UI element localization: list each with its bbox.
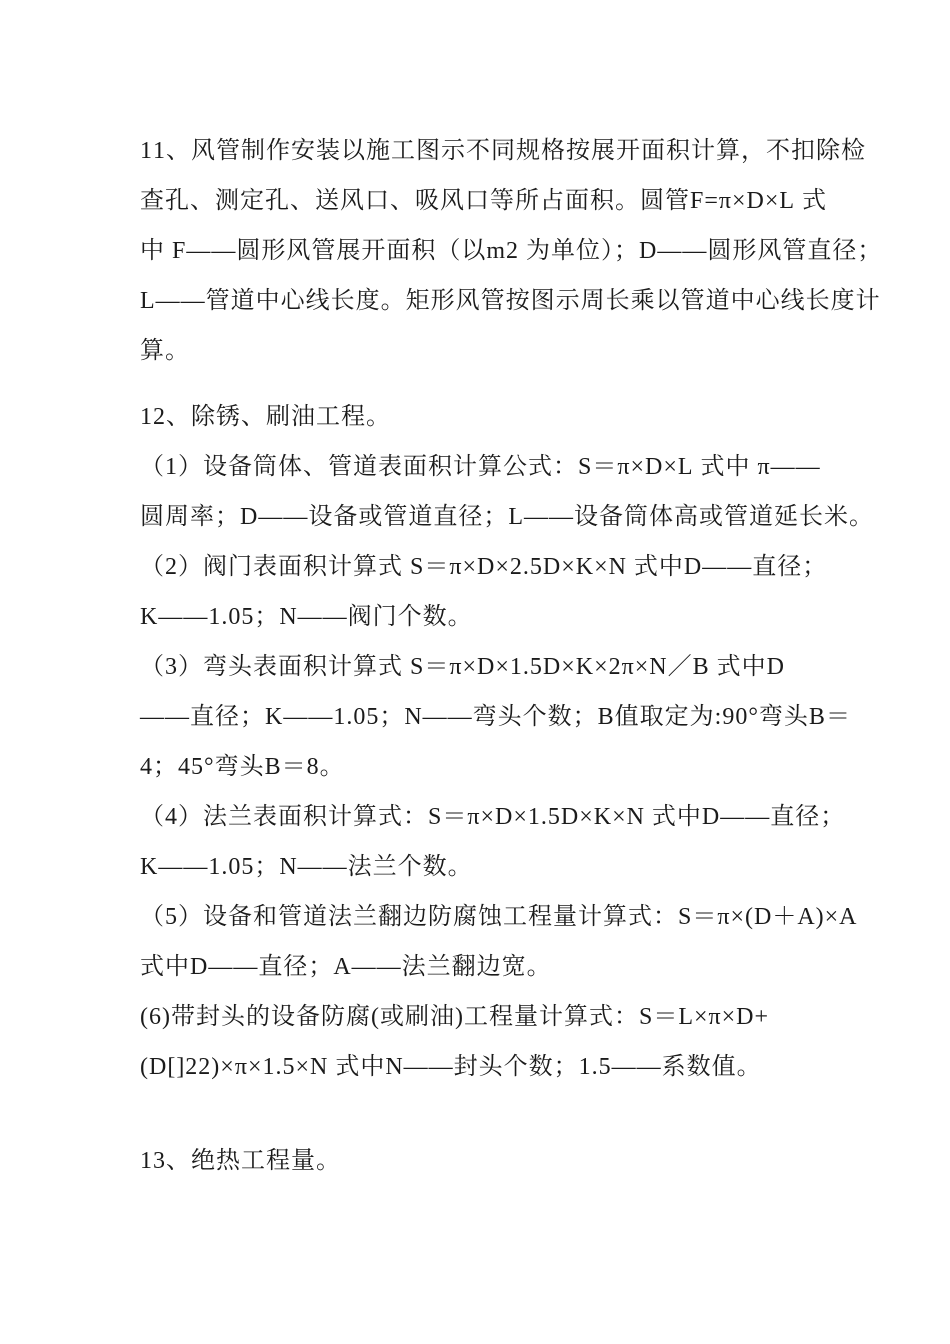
text-line: 查孔、测定孔、送风口、吸风口等所占面积。圆管F=π×D×L 式 [140,188,828,214]
text-line: L——管道中心线长度。矩形风管按图示周长乘以管道中心线长度计 [140,288,881,314]
text-line: 式中D——直径；A——法兰翻边宽。 [140,954,552,980]
text-line: (D[]22)×π×1.5×N 式中N——封头个数；1.5——系数值。 [140,1054,762,1080]
text-line: 中 F——圆形风管展开面积（以m2 为单位）；D——圆形风管直径； [140,238,883,264]
paragraph-item-12-sub-1 [140,442,874,542]
text-line: 4；45°弯头B＝8。 [140,754,345,780]
text-line: K——1.05；N——法兰个数。 [140,854,473,880]
text-line: （1）设备筒体、管道表面积计算公式：S＝π×D×L 式中 π—— [140,454,821,480]
text-line: 13、绝热工程量。 [140,1148,341,1174]
paragraph-item-11 [140,126,883,376]
text-line: (6)带封头的设备防腐(或刷油)工程量计算式：S＝L×π×D+ [140,1004,770,1030]
text-line: K——1.05；N——阀门个数。 [140,604,473,630]
text-line: ——直径；K——1.05；N——弯头个数；B值取定为:90°弯头B＝ [140,704,851,730]
text-line: （2）阀门表面积计算式 S＝π×D×2.5D×K×N 式中D——直径； [140,554,828,580]
text-line: 12、除锈、刷油工程。 [140,404,391,430]
text-line: 圆周率；D——设备或管道直径；L——设备筒体高或管道延长米。 [140,504,874,530]
text-line: （3）弯头表面积计算式 S＝π×D×1.5D×K×2π×N／B 式中D [140,654,785,680]
paragraph-item-12 [140,392,816,442]
text-line: （5）设备和管道法兰翻边防腐蚀工程量计算式：S＝π×(D＋A)×A [140,904,858,930]
text-line: 11、风管制作安装以施工图示不同规格按展开面积计算，不扣除检 [140,138,866,164]
paragraph-item-12-sub-4 [140,792,846,892]
paragraph-item-12-sub-6 [140,992,816,1092]
paragraph-item-12-sub-5 [140,892,858,992]
paragraph-item-12-sub-3 [140,642,851,792]
text-line: （4）法兰表面积计算式：S＝π×D×1.5D×K×N 式中D——直径； [140,804,846,830]
paragraph-item-12-sub-2 [140,542,828,642]
paragraph-item-13 [140,1136,816,1186]
document-content [140,126,883,1186]
text-line: 算。 [140,338,190,364]
